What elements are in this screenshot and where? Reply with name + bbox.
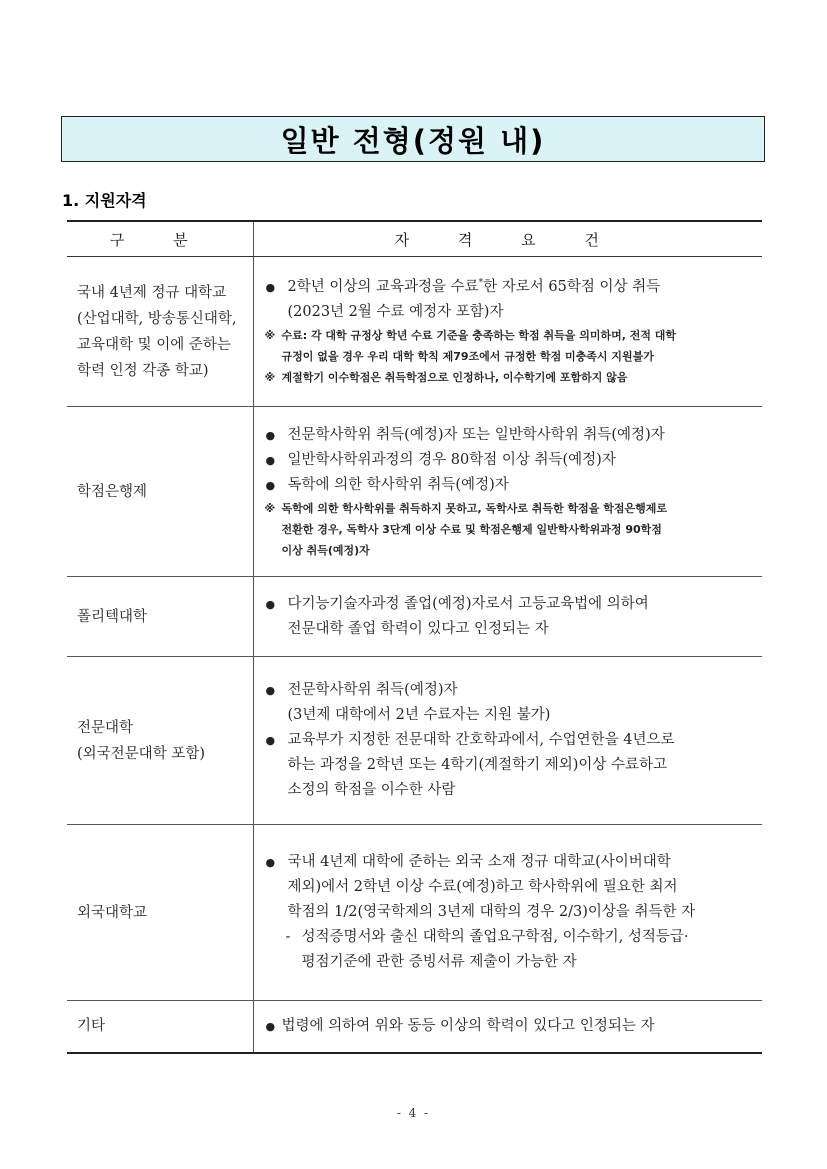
- category-line: 전문대학: [77, 719, 134, 736]
- requirement-line: 전문학사학위 취득(예정)자: [287, 682, 458, 698]
- requirement-line: 전문대학 졸업 학력이 있다고 인정되는 자: [287, 620, 549, 637]
- table-row: [67, 657, 762, 825]
- table-row: [67, 1001, 762, 1053]
- table-row: [67, 407, 762, 577]
- requirement-line: (3년제 대학에서 2년 수료자는 지원 불가): [287, 707, 551, 723]
- requirement-item: [264, 473, 759, 498]
- sub-item-line: 성적증명서와 출신 대학의 졸업요구학점, 이수학기, 성적등급·: [301, 929, 689, 945]
- note-line: 규정이 없을 경우 우리 대학 학칙 제79조에서 규정한 학점 미충족시 지원불가: [281, 350, 654, 363]
- row-requirements: [253, 577, 762, 657]
- reference-mark-icon: ※: [264, 371, 276, 384]
- requirement-line: 하는 과정을 2학년 또는 4학기(계절학기 제외)이상 수료하고: [287, 757, 668, 773]
- note-line: 계절학기 이수학점은 취득학점으로 인정하나, 이수학기에 포함하지 않음: [281, 371, 628, 384]
- note-line: 전환한 경우, 독학사 3단계 이상 수료 및 학점은행제 일반학사학위과정 90학점: [281, 522, 662, 536]
- category-line: (산업대학, 방송통신대학,: [77, 310, 237, 327]
- row-category: [67, 825, 253, 1001]
- bullet-icon: ●: [265, 478, 276, 492]
- bullet-icon: ●: [265, 856, 276, 869]
- requirement-line: 전문학사학위 취득(예정)자 또는 일반학사학위 취득(예정)자: [287, 426, 665, 443]
- requirement-line: 다기능기술자과정 졸업(예정)자로서 고등교육법에 의하여: [287, 595, 649, 612]
- category-line: 폴리텍대학: [77, 608, 148, 625]
- note-line: 이상 취득(예정)자: [281, 543, 370, 557]
- category-line: 교육대학 및 이에 준하는: [77, 336, 231, 353]
- bullet-icon: ●: [265, 734, 276, 747]
- section-heading: 1. 지원자격: [62, 191, 147, 210]
- eligibility-table: [67, 220, 762, 1054]
- header-category: 구 분: [67, 221, 253, 257]
- requirement-line: 소정의 학점을 이수한 사람: [287, 782, 456, 798]
- row-category: [67, 407, 253, 577]
- row-category: [67, 657, 253, 825]
- requirement-text: 2학년 이상의 교육과정을 수료: [287, 279, 479, 295]
- note-line: 수료: 각 대학 규정상 학년 수료 기준을 충족하는 학점 취득을 의미하며, 전적 대학: [281, 329, 677, 342]
- requirement-line: 일반학사학위과정의 경우 80학점 이상 취득(예정)자: [287, 451, 616, 468]
- row-requirements: [253, 1001, 762, 1053]
- reference-mark-icon: ※: [264, 329, 276, 342]
- page-title: 일반 전형(정원 내): [61, 116, 765, 162]
- requirement-item: [264, 592, 759, 642]
- row-requirements: [253, 257, 762, 407]
- table-row: [67, 825, 762, 1001]
- sub-item-line: 평점기준에 관한 증빙서류 제출이 가능한 자: [301, 954, 577, 970]
- category-line: 기타: [77, 1018, 106, 1035]
- requirement-item: [264, 1014, 759, 1039]
- bullet-icon: ●: [265, 281, 276, 294]
- row-requirements: [253, 407, 762, 577]
- note-item: [264, 367, 759, 388]
- requirement-item: [264, 423, 759, 448]
- row-category: [67, 1001, 253, 1053]
- requirement-item: [264, 850, 759, 925]
- header-requirements: 자 격 요 건: [253, 221, 762, 257]
- requirement-text: 한 자로서 65학점 이상 취득: [483, 279, 661, 295]
- bullet-icon: ●: [265, 597, 276, 611]
- requirement-item: [264, 448, 759, 473]
- requirement-line: 학점의 1/2(영국학제의 3년제 대학의 경우 2/3)이상을 취득한 자: [287, 904, 696, 920]
- bullet-icon: ●: [265, 453, 276, 467]
- footnote-mark: *: [478, 278, 484, 289]
- reference-mark-icon: ※: [264, 501, 276, 515]
- category-line: 학력 인정 각종 학교): [77, 362, 209, 379]
- requirement-line: 교육부가 지정한 전문대학 간호학과에서, 수업연한을 4년으로: [287, 732, 675, 748]
- requirement-line: 법령에 의하여 위와 동등 이상의 학력이 있다고 인정되는 자: [281, 1017, 655, 1034]
- page-number: - 4 -: [396, 1106, 431, 1120]
- table-row: [67, 257, 762, 407]
- bullet-icon: ●: [265, 684, 276, 697]
- category-line: 국내 4년제 정규 대학교: [77, 284, 227, 301]
- requirement-item: [264, 275, 759, 325]
- bullet-icon: ●: [265, 428, 276, 442]
- requirement-line: [288, 275, 759, 300]
- table-header-row: [67, 221, 762, 257]
- note-item: [264, 325, 759, 367]
- requirement-line: 제외)에서 2학년 이상 수료(예정)하고 학사학위에 필요한 최저: [287, 879, 678, 895]
- category-line: 외국대학교: [77, 904, 148, 921]
- table-row: [67, 577, 762, 657]
- category-line: (외국전문대학 포함): [77, 745, 205, 762]
- sub-item: [264, 925, 759, 975]
- note-item: [264, 498, 759, 561]
- row-requirements: [253, 657, 762, 825]
- row-category: [67, 257, 253, 407]
- requirement-item: [264, 728, 759, 803]
- requirement-line: 독학에 의한 학사학위 취득(예정)자: [287, 476, 509, 493]
- requirement-item: [264, 678, 759, 728]
- bullet-icon: ●: [265, 1019, 276, 1033]
- dash-icon: -: [285, 929, 291, 945]
- requirement-line: (2023년 2월 수료 예정자 포함)자: [287, 304, 504, 320]
- note-line: 독학에 의한 학사학위를 취득하지 못하고, 독학사로 취득한 학점을 학점은행제로: [281, 501, 667, 515]
- requirement-line: 국내 4년제 대학에 준하는 외국 소재 정규 대학교(사이버대학: [287, 854, 671, 870]
- row-category: [67, 577, 253, 657]
- category-line: 학점은행제: [77, 483, 148, 500]
- row-requirements: [253, 825, 762, 1001]
